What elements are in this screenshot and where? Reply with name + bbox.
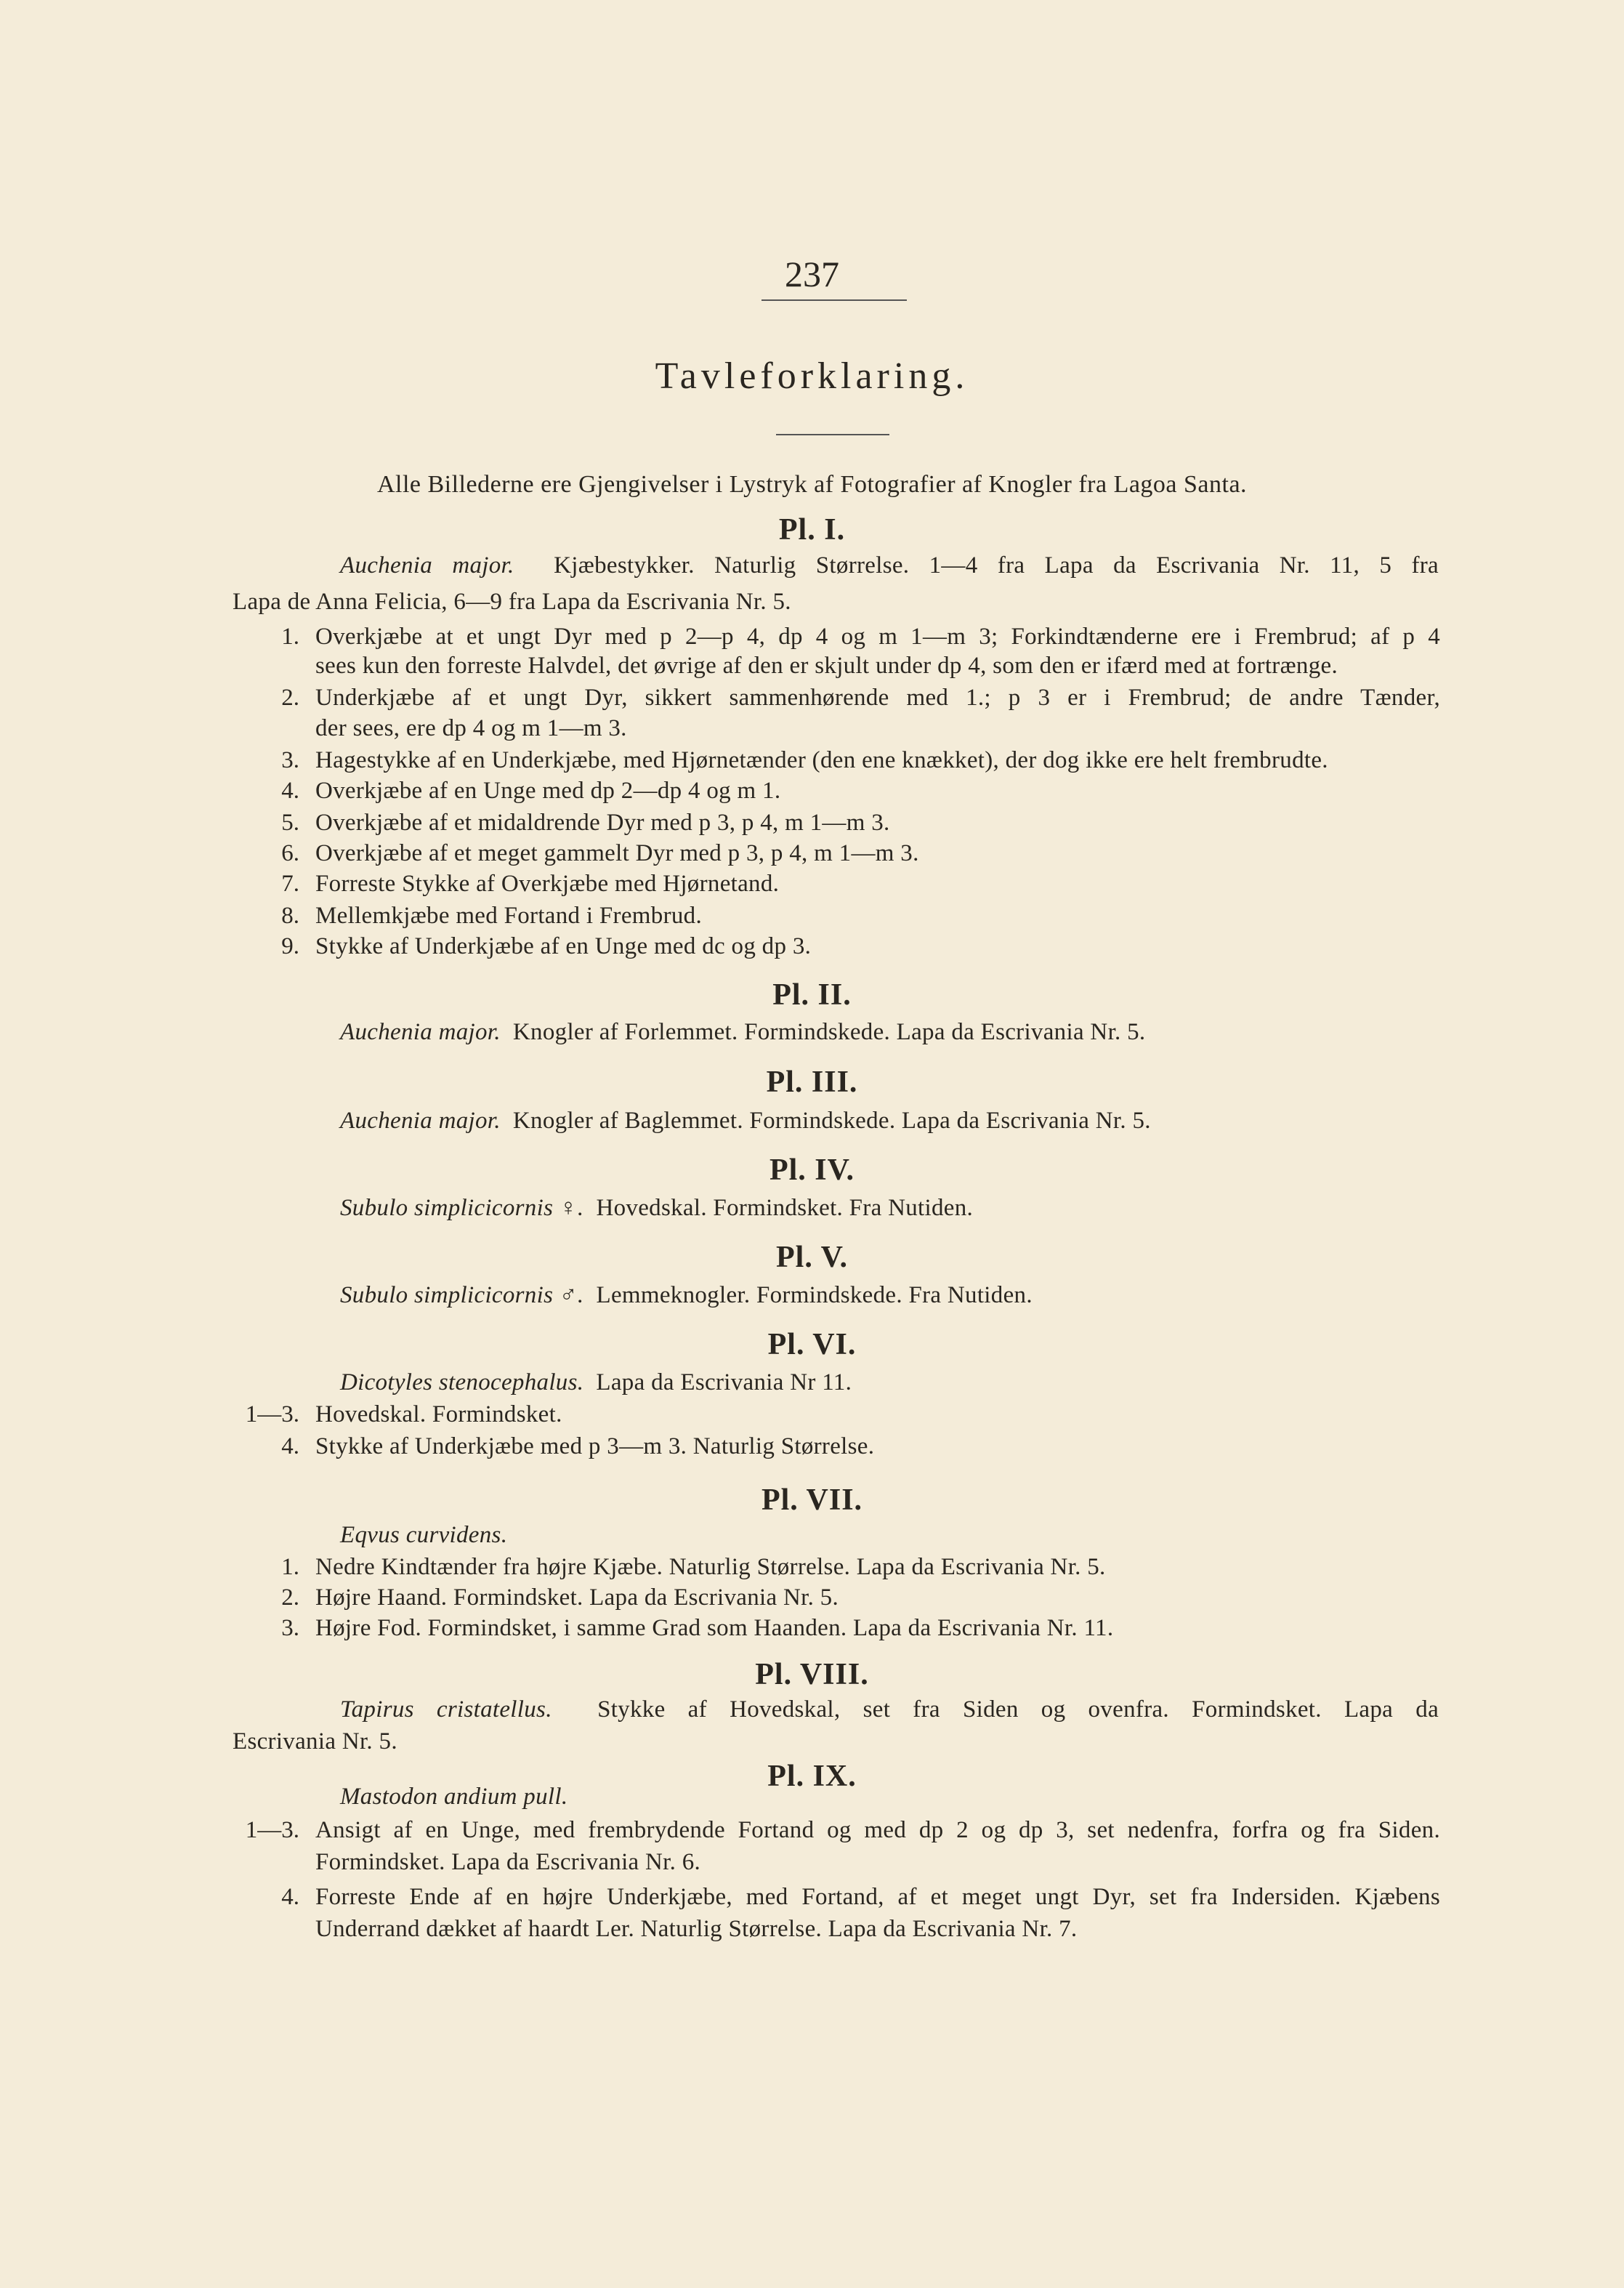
plate-1-desc-line-2: Lapa de Anna Felicia, 6—9 fra Lapa da Escrivania Nr. 5. [233,589,791,615]
plate-1-item-8-num: 8. [281,903,299,929]
title-rule [776,434,889,435]
plate-heading-4: Pl. IV. [769,1153,855,1187]
plate-1-item-4-line-1: Overkjæbe af en Unge med dp 2—dp 4 og m 1. [315,778,781,804]
plate-2-desc: Knogler af Forlemmet. Formindskede. Lapa da Escrivania Nr. 5. [512,1019,1146,1045]
page-number: 237 [785,254,839,294]
plate-5-line [340,1282,1033,1309]
plate-2-line [340,1019,1146,1046]
plate-5-species: Subulo simplicicornis ♂. [340,1282,584,1308]
plate-1-item-4-num: 4. [281,778,299,804]
plate-6-line [340,1369,852,1396]
plate-3-line [340,1108,1151,1135]
plate-6-desc: Lapa da Escrivania Nr 11. [596,1369,852,1395]
plate-1-item-2-num: 2. [281,685,299,711]
plate-7-item-1-num: 1. [281,1554,299,1580]
plate-3-desc: Knogler af Baglemmet. Formindskede. Lapa da Escrivania Nr. 5. [512,1108,1151,1134]
plate-heading-8: Pl. VIII. [755,1658,869,1691]
plate-heading-1: Pl. I. [778,513,846,547]
plate-7-item-2-line-1: Højre Haand. Formindsket. Lapa da Escrivania Nr. 5. [315,1584,839,1611]
plate-1-item-7-line-1: Forreste Stykke af Overkjæbe med Hjørnetand. [315,871,780,897]
plate-heading-5: Pl. V. [776,1241,848,1274]
plate-8-species: Tapirus cristatellus. [340,1696,552,1723]
plate-4-desc: Hovedskal. Formindsket. Fra Nutiden. [596,1195,974,1221]
plate-heading-7: Pl. VII. [761,1483,863,1517]
plate-2-species: Auchenia major. [340,1019,501,1045]
plate-1-species: Auchenia major. [340,552,514,579]
plate-9-item-2-line-2: Underrand dækket af haardt Ler. Naturlig Størrelse. Lapa da Escrivania Nr. 7. [315,1916,1078,1942]
plate-1-item-5-line-1: Overkjæbe af et midaldrende Dyr med p 3, p 4, m 1—m 3. [315,810,890,836]
plate-heading-9: Pl. IX. [767,1760,857,1793]
plate-1-item-3-num: 3. [281,747,299,773]
plate-9-item-1-line-2: Formindsket. Lapa da Escrivania Nr. 6. [315,1849,701,1875]
plate-5-desc: Lemmeknogler. Formindskede. Fra Nutiden. [596,1282,1033,1308]
plate-7-species: Eqvus curvidens. [340,1522,508,1548]
plate-1-item-2-line-2: der sees, ere dp 4 og m 1—m 3. [315,715,627,741]
plate-heading-3: Pl. III. [766,1066,858,1099]
plate-1-desc-line-1 [340,552,1439,579]
plate-8-desc-1: Stykke af Hovedskal, set fra Siden og ovenfra. Formindsket. Lapa da [597,1696,1439,1723]
plate-8-desc-line-2: Escrivania Nr. 5. [233,1728,397,1755]
plate-6-item-2-line-1: Stykke af Underkjæbe med p 3—m 3. Naturlig Størrelse. [315,1433,875,1459]
plate-7-item-3-line-1: Højre Fod. Formindsket, i samme Grad som Haanden. Lapa da Escrivania Nr. 11. [315,1615,1114,1641]
plate-heading-2: Pl. II. [772,978,852,1012]
plate-7-item-2-num: 2. [281,1584,299,1611]
plate-1-item-8-line-1: Mellemkjæbe med Fortand i Frembrud. [315,903,703,929]
plate-1-item-1-line-1: Overkjæbe at et ungt Dyr med p 2—p 4, dp 4 og m 1—m 3; Forkindtænderne ere i Frembrud; af p 4 [315,624,1440,650]
plate-6-species: Dicotyles stenocephalus. [340,1369,584,1395]
plate-9-item-1-line-1: Ansigt af en Unge, med frembrydende Fortand og med dp 2 og dp 3, set nedenfra, forfra og fra Siden. [315,1817,1440,1843]
page-title: Tavleforklaring. [655,355,969,397]
plate-7-species-line [340,1522,507,1549]
page-number-rule [761,299,907,301]
plate-1-item-2-line-1: Underkjæbe af et ungt Dyr, sikkert sammenhørende med 1.; p 3 er i Frembrud; de andre Tænder, [315,685,1440,711]
plate-1-item-5-num: 5. [281,810,299,836]
plate-heading-6: Pl. VI. [767,1328,857,1361]
plate-1-desc-1: Kjæbestykker. Naturlig Størrelse. 1—4 fra Lapa da Escrivania Nr. 11, 5 fra [554,552,1439,579]
plate-9-item-2-line-1: Forreste Ende af en højre Underkjæbe, med Fortand, af et meget ungt Dyr, set fra Indersiden. Kjæbens [315,1884,1440,1910]
plate-7-item-3-num: 3. [281,1615,299,1641]
plate-7-item-1-line-1: Nedre Kindtænder fra højre Kjæbe. Naturlig Størrelse. Lapa da Escrivania Nr. 5. [315,1554,1106,1580]
plate-1-item-3-line-1: Hagestykke af en Underkjæbe, med Hjørnetænder (den ene knækket), der dog ikke ere helt frembrudte. [315,747,1328,773]
plate-6-item-2-num: 4. [281,1433,299,1459]
plate-1-item-9-line-1: Stykke af Underkjæbe af en Unge med dc og dp 3. [315,933,812,959]
plate-9-item-2-num: 4. [281,1884,299,1910]
plate-1-item-1-num: 1. [281,624,299,650]
plate-1-item-6-num: 6. [281,840,299,866]
plate-9-species: Mastodon andium pull. [340,1784,568,1810]
plate-1-item-9-num: 9. [281,933,299,959]
plate-1-item-1-line-2: sees kun den forreste Halvdel, det øvrige af den er skjult under dp 4, som den er ifærd med at fortrænge. [315,653,1338,679]
intro-text: Alle Billederne ere Gjengivelser i Lystryk af Fotografier af Knogler fra Lagoa Santa. [376,471,1248,498]
plate-8-desc-line-1 [340,1696,1439,1723]
plate-6-item-1-line-1: Hovedskal. Formindsket. [315,1401,562,1427]
plate-4-line [340,1195,973,1222]
plate-9-item-1-num: 1—3. [245,1817,299,1843]
plate-6-item-1-num: 1—3. [245,1401,299,1427]
plate-1-item-6-line-1: Overkjæbe af et meget gammelt Dyr med p 3, p 4, m 1—m 3. [315,840,919,866]
plate-4-species: Subulo simplicicornis ♀. [340,1195,584,1221]
plate-1-item-7-num: 7. [281,871,299,897]
plate-3-species: Auchenia major. [340,1108,501,1134]
plate-9-species-line [340,1784,567,1810]
